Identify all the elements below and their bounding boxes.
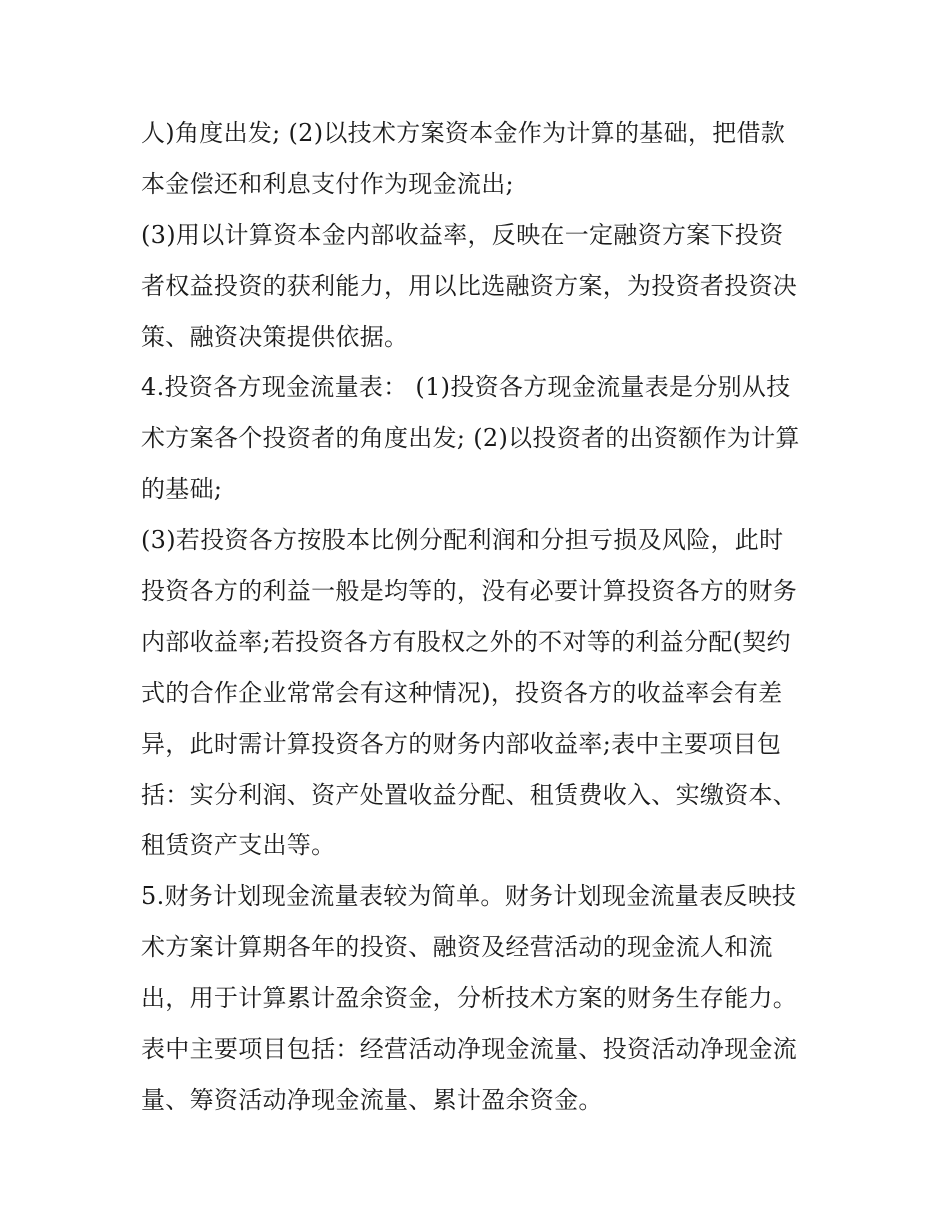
text-line: 的基础; xyxy=(141,475,223,504)
text-line: 租赁资产支出等。 xyxy=(141,831,336,860)
text-line: 投资各方的利益一般是均等的，没有必要计算投资各方的财务 xyxy=(141,577,798,606)
text-line: 4.投资各方现金流量表： (1)投资各方现金流量表是分别从技 xyxy=(141,373,791,402)
text-line: 式的合作企业常常会有这种情况)，投资各方的收益率会有差 xyxy=(141,678,783,707)
document-body xyxy=(141,108,821,1126)
text-line: 术方案计算期各年的投资、融资及经营活动的现金流人和流 xyxy=(141,933,773,962)
text-line: 内部收益率;若投资各方有股权之外的不对等的利益分配(契约 xyxy=(141,627,791,656)
text-line: 者权益投资的获利能力，用以比选融资方案，为投资者投资决 xyxy=(141,271,798,300)
text-line: (3)用以计算资本金内部收益率，反映在一定融资方案下投资 xyxy=(141,220,784,249)
text-line: 人)角度出发; (2)以技术方案资本金作为计算的基础，把借款 xyxy=(141,119,786,147)
text-line: 术方案各个投资者的角度出发; (2)以投资者的出资额作为计算 xyxy=(141,424,800,453)
text-line: 表中主要项目包括：经营活动净现金流量、投资活动净现金流 xyxy=(141,1035,798,1064)
text-line: 5.财务计划现金流量表较为简单。财务计划现金流量表反映技 xyxy=(141,882,797,911)
text-line: 出，用于计算累计盈余资金，分析技术方案的财务生存能力。 xyxy=(141,984,798,1013)
text-line: (3)若投资各方按股本比例分配利润和分担亏损及风险，此时 xyxy=(141,526,784,555)
text-line: 括：实分利润、资产处置收益分配、租赁费收入、实缴资本、 xyxy=(141,780,798,809)
text-line: 异，此时需计算投资各方的财务内部收益率;表中主要项目包 xyxy=(141,729,782,758)
text-line: 策、融资决策提供依据。 xyxy=(141,322,409,351)
text-line: 量、筹资活动净现金流量、累计盈余资金。 xyxy=(141,1085,603,1114)
text-line: 本金偿还和利息支付作为现金流出; xyxy=(141,169,514,198)
